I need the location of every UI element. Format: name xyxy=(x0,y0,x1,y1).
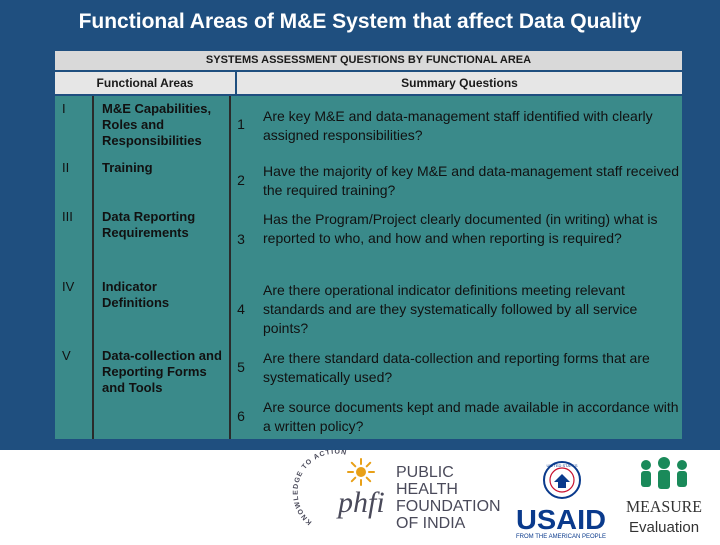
question-number: 2 xyxy=(237,172,245,188)
question-text: Are there standard data-collection and reporting forms that are systematically used? xyxy=(263,350,650,385)
column-divider xyxy=(92,96,94,439)
area-numeral: III xyxy=(62,209,73,224)
area-numeral: V xyxy=(62,348,71,363)
usaid-name: USAID xyxy=(516,504,606,535)
area-label: Data-collection and Reporting Forms and Tools xyxy=(102,348,222,395)
question-text: Are there operational indicator definitions meeting relevant standards and are they systematically followed by all service points? xyxy=(263,282,638,336)
measure-people-icon xyxy=(641,457,687,489)
area-label: Training xyxy=(102,160,153,175)
phfi-name-line: HEALTH xyxy=(396,481,458,498)
measure-subtitle: Evaluation xyxy=(629,519,700,536)
area-numeral: II xyxy=(62,160,70,175)
question-text: Have the majority of key M&E and data-management staff received the required training? xyxy=(263,163,680,198)
question-text: Are source documents kept and made available in accordance with a written policy? xyxy=(263,399,679,434)
question-text: Has the Program/Project clearly documented (in writing) what is reported to who, and how and when reporting is required? xyxy=(263,211,658,246)
column-header-areas: Functional Areas xyxy=(55,72,235,94)
usaid-logo xyxy=(516,462,606,540)
question-number: 5 xyxy=(237,359,245,375)
question-text: Are key M&E and data-management staff identified with clearly assigned responsibilities? xyxy=(263,108,653,143)
area-numeral: IV xyxy=(62,279,75,294)
question-number: 1 xyxy=(237,116,245,132)
phfi-sun-icon xyxy=(348,459,374,485)
usaid-seal-icon xyxy=(544,462,580,498)
area-numeral: I xyxy=(62,101,66,116)
phfi-name-line: FOUNDATION xyxy=(396,498,501,515)
column-header-questions: Summary Questions xyxy=(237,72,682,94)
logo-strip xyxy=(0,450,720,540)
phfi-name-line: PUBLIC xyxy=(396,464,454,481)
usaid-seal-text: UNITED STATES xyxy=(546,463,578,468)
partner-logos xyxy=(0,450,720,540)
slide-title: Functional Areas of M&E System that affect Data Quality xyxy=(78,10,642,33)
usaid-tagline: FROM THE AMERICAN PEOPLE xyxy=(516,534,606,540)
measure-name: MEASURE xyxy=(626,497,702,516)
phfi-logo xyxy=(293,450,501,532)
area-label: Indicator Definitions xyxy=(102,279,170,310)
area-label: Data Reporting Requirements xyxy=(102,209,196,240)
column-divider xyxy=(229,96,231,439)
area-label: M&E Capabilities, Roles and Responsibilities xyxy=(102,101,212,148)
phfi-mark: phfi xyxy=(338,486,385,519)
question-number: 6 xyxy=(237,408,245,424)
phfi-name-line: OF INDIA xyxy=(396,515,466,532)
measure-logo xyxy=(626,457,702,536)
table-header: SYSTEMS ASSESSMENT QUESTIONS BY FUNCTIONAL AREA xyxy=(55,51,682,70)
question-number: 4 xyxy=(237,301,245,317)
question-number: 3 xyxy=(237,231,245,247)
phfi-arc-text: KNOWLEDGE TO ACTION xyxy=(292,450,348,526)
